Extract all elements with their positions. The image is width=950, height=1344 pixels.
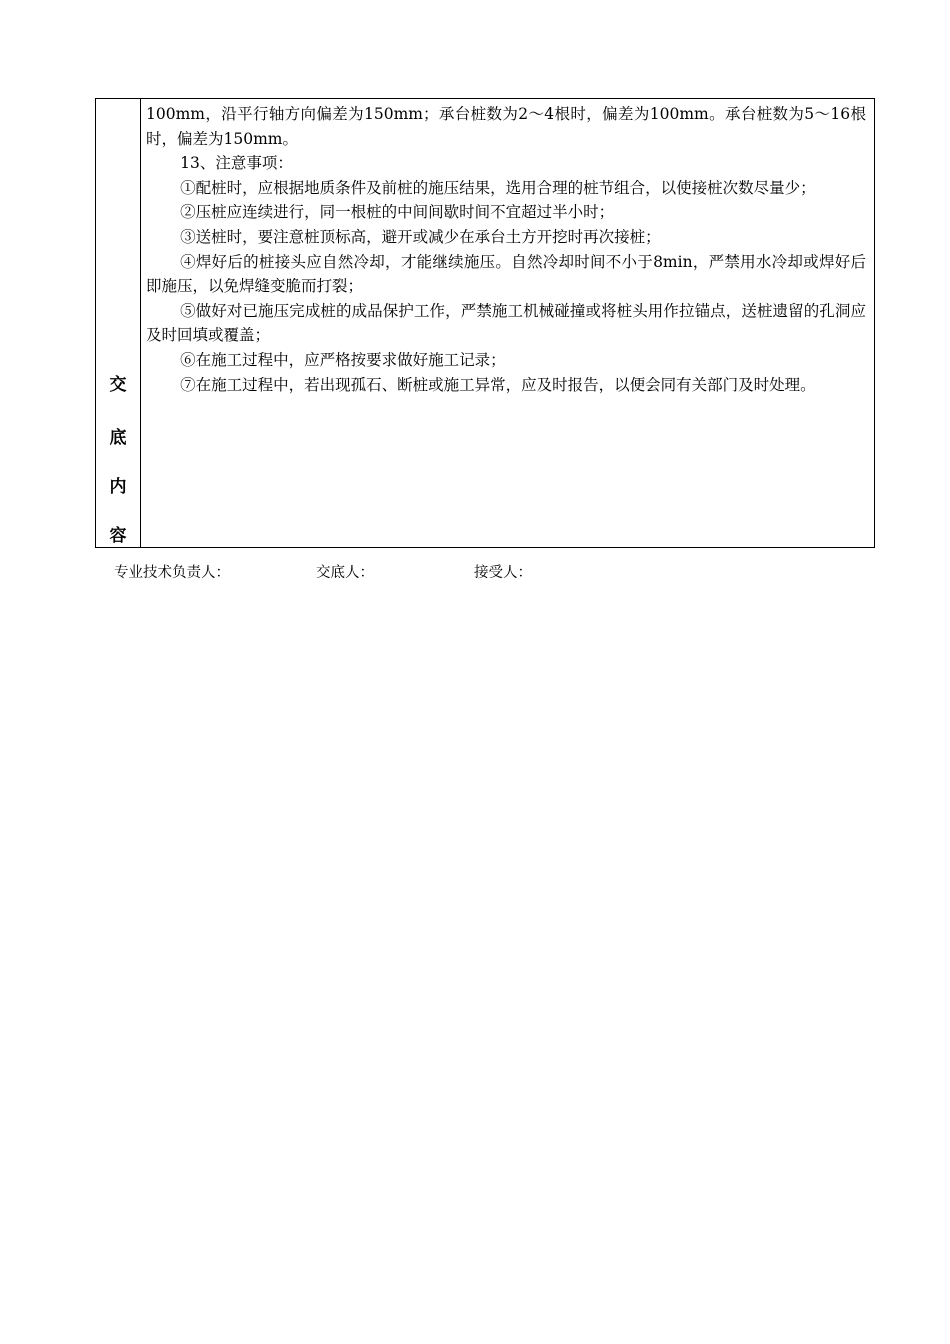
- tech-lead-signature-label: 专业技术负责人：: [114, 565, 230, 581]
- disclosure-content: [141, 99, 874, 547]
- section-label-char: 内: [109, 477, 127, 497]
- content-paragraph: ④焊好后的桩接头应自然冷却，才能继续施压。自然冷却时间不小于8min，严禁用水冷却或焊好后即施压，以免焊缝变脆而打裂；: [146, 252, 866, 296]
- content-paragraph: ③送桩时，要注意桩顶标高，避开或减少在承台土方开挖时再次接桩；: [180, 227, 661, 246]
- content-paragraph: 13、注意事项：: [180, 154, 293, 173]
- content-paragraph: ⑥在施工过程中，应严格按要求做好施工记录；: [180, 350, 506, 369]
- section-label-char: 底: [109, 428, 127, 448]
- content-paragraph: ⑤做好对已施压完成桩的成品保护工作，严禁施工机械碰撞或将桩头用作拉锚点，送桩遗留的孔洞应及时回填或覆盖；: [146, 301, 866, 345]
- section-label-column: [96, 99, 141, 547]
- content-paragraph: ②压桩应连续进行，同一根桩的中间间歇时间不宜超过半小时；: [180, 203, 615, 222]
- disclosure-table: [95, 98, 875, 548]
- receiver-signature-label: 接受人：: [474, 565, 532, 581]
- section-label-char: 交: [109, 375, 127, 395]
- content-paragraph: 100mm，沿平行轴方向偏差为150mm；承台桩数为2～4根时，偏差为100mm。承台桩数为5～16根时，偏差为150mm。: [146, 105, 866, 148]
- content-paragraph: ①配桩时，应根据地质条件及前桩的施压结果，选用合理的桩节组合，以使接桩次数尽量少；: [180, 178, 816, 197]
- presenter-signature-label: 交底人：: [316, 565, 374, 581]
- content-paragraph: ⑦在施工过程中，若出现孤石、断桩或施工异常，应及时报告，以便会同有关部门及时处理。: [180, 375, 816, 394]
- section-label-char: 容: [109, 526, 127, 546]
